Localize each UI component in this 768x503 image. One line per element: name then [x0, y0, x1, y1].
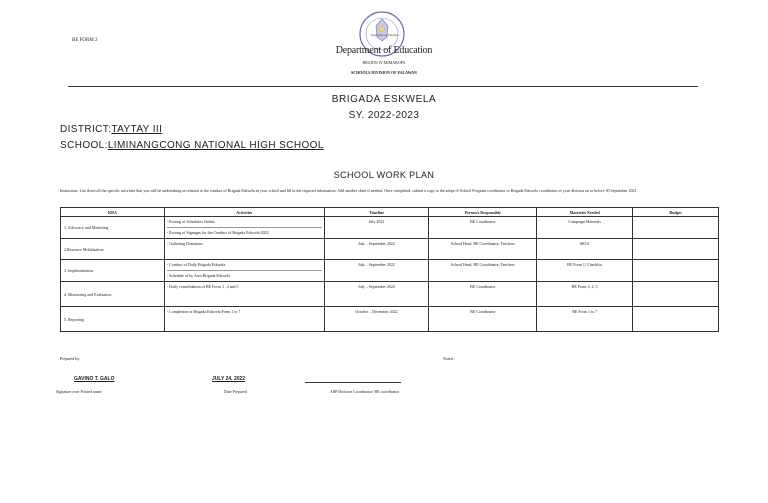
signature-caption: Signature over Printed name	[56, 389, 102, 394]
budget-cell	[633, 282, 719, 307]
materials-cell: BE Form 1 to 7	[537, 307, 633, 332]
activity-line: - Daily consolidation of BE Form 3 , 4 and 5	[166, 284, 239, 289]
timeline-cell: July – September 2022	[324, 282, 429, 307]
timeline-cell: October – December 2022	[324, 307, 429, 332]
header-responsible: Person/s Responsible	[429, 208, 537, 217]
activities-cell	[164, 217, 324, 239]
district-label: DISTRICT:	[60, 124, 112, 135]
form-code: BE FORM 2	[72, 38, 98, 43]
budget-cell	[633, 307, 719, 332]
materials-cell: BE Form 3, 4, 5	[537, 282, 633, 307]
preparer-name: GAVINO T. GALO	[74, 376, 115, 382]
noted-label: Noted :	[443, 356, 455, 361]
table-row	[61, 239, 719, 260]
responsible-cell: School Head, BE Coordinator, Teachers	[429, 260, 537, 282]
instruction-text: Instruction: List down all the specific activities that you will be undertaking in relation to the conduct of Brigada Eskwela in your school and fill in the required information. Add another sheet if needed. Once completed, submit a copy to the adopt-A-School Program coordinator or Brigada Eskwela coordinator of your division on or before 30 September 2021.	[60, 188, 638, 193]
activity-line: - Completion of Brigada Eskwela Form 1 to 7	[166, 309, 241, 314]
materials-cell: BE Form 1/ Checklist	[537, 260, 633, 282]
budget-cell	[633, 217, 719, 239]
program-title: BRIGADA ESKWELA	[331, 94, 437, 105]
school-value: LIMINANGCONG NATIONAL HIGH SCHOOL	[107, 140, 324, 151]
region-name: REGION IV MIMAROPA	[362, 60, 406, 65]
timeline-cell: July – September 2022	[324, 260, 429, 282]
prepared-by-label: Prepared by:	[60, 356, 81, 361]
table-row	[61, 307, 719, 332]
activities-cell	[164, 239, 324, 260]
activities-cell	[164, 260, 324, 282]
kra-cell: 2.Resource Mobilization	[61, 239, 165, 260]
school-year: SY. 2022-2023	[348, 110, 420, 121]
school-line	[60, 140, 324, 151]
kra-cell: 1. Advocacy and Marketing	[61, 217, 165, 239]
division-name: SCHOOLS DIVISION OF PALAWAN	[351, 70, 417, 75]
header-materials: Materials Needed	[537, 208, 633, 217]
materials-cell: Campaign Materials	[537, 217, 633, 239]
activities-cell	[164, 282, 324, 307]
work-plan-title: SCHOOL WORK PLAN	[333, 170, 435, 180]
header-timeline: Timeline	[324, 208, 429, 217]
kra-cell: 5. Reporting	[61, 307, 165, 332]
kra-cell: 3. Implementation	[61, 260, 165, 282]
activity-line: - Posting of Schedules Online	[166, 219, 215, 224]
activity-line: - Posting of Signages for the Conduct of Brigada Eskwela 2022	[167, 227, 322, 238]
activities-cell	[164, 307, 324, 332]
header-divider	[68, 86, 698, 87]
responsible-cell: BE Coordinator	[429, 217, 537, 239]
timeline-cell: July 2022	[324, 217, 429, 239]
responsible-cell: School Head, BE Coordinator, Teachers	[429, 239, 537, 260]
date-prepared-value: JULY 24, 2022	[212, 376, 246, 382]
coordinator-caption: ASP Division Coordinator/ BE coordinator	[330, 389, 399, 394]
noted-signature-line	[305, 382, 401, 383]
materials-cell: MOA	[537, 239, 633, 260]
responsible-cell: BE Coordinator	[429, 282, 537, 307]
school-label: SCHOOL:	[60, 140, 108, 151]
department-name: Department of Education	[335, 45, 433, 56]
timeline-cell: July – September 2022	[324, 239, 429, 260]
header-budget: Budget	[633, 208, 719, 217]
district-line	[60, 124, 162, 135]
kra-cell: 4. Monitoring and Evaluation	[61, 282, 165, 307]
table-row	[61, 217, 719, 239]
budget-cell	[633, 239, 719, 260]
budget-cell	[633, 260, 719, 282]
table-header-row	[61, 208, 719, 217]
activity-line: - Gathering Donations	[166, 241, 203, 246]
responsible-cell: BE Coordinator	[429, 307, 537, 332]
table-row	[61, 260, 719, 282]
header-activities: Activities	[164, 208, 324, 217]
work-plan-table	[60, 207, 719, 332]
header-kra: KRA	[61, 208, 165, 217]
district-value: TAYTAY III	[111, 124, 163, 135]
seal-caption: Republika ng Pilipinas	[371, 33, 399, 37]
activity-line: - Schedule of by Area Brigada Eskwela	[167, 270, 322, 281]
date-caption: Date Prepared	[224, 389, 247, 394]
activity-line: - Conduct of Daily Brigada Eskwela	[166, 262, 226, 267]
table-row	[61, 282, 719, 307]
